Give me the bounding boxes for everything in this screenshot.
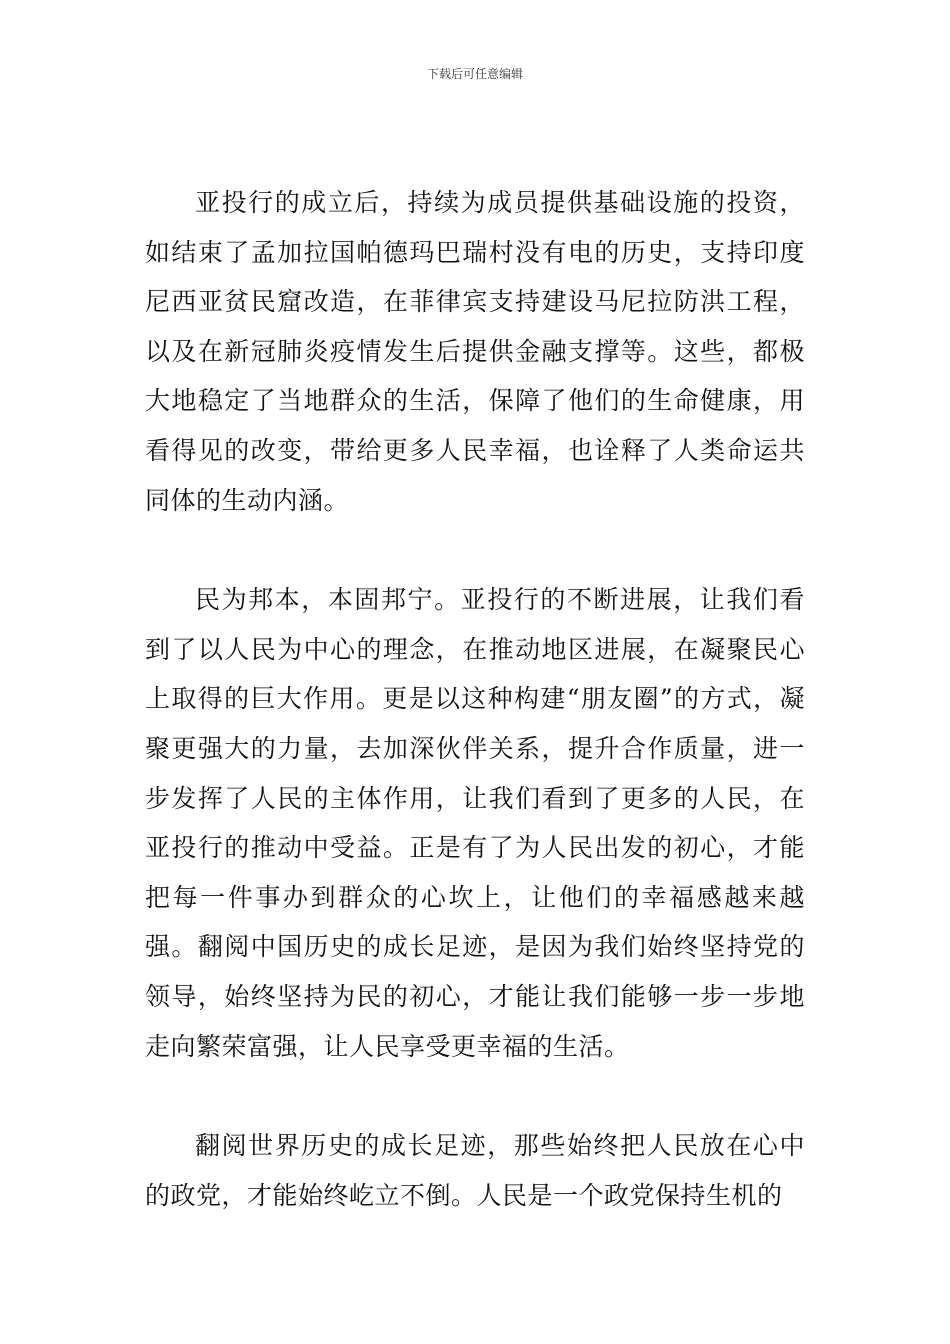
paragraph-3: 翻阅世界历史的成长足迹，那些始终把人民放在心中的政党，才能始终屹立不倒。人民是一个政党保持生机的 xyxy=(145,1131,805,1210)
paragraph-2: 民为邦本，本固邦宁。亚投行的不断进展，让我们看到了以人民为中心的理念，在推动地区进展，在凝聚民心上取得的巨大作用。更是以这种构建“朋友圈”的方式，凝聚更强大的力量，去加深伙伴关系，提升合作质量，进一步发挥了人民的主体作用，让我们看到了更多的人民，在亚投行的推动中受益。正是有了为人民出发的初心，才能把每一件事办到群众的心坎上，让他们的幸福感越来越强。翻阅中国历史的成长足迹，是因为我们始终坚持党的领导，始终坚持为民的初心，才能让我们能够一步一步地走向繁荣富强，让人民享受更幸福的生活。 xyxy=(145,585,805,1061)
document-body xyxy=(145,178,805,1270)
download-note: 下载后可任意编辑 xyxy=(426,67,523,81)
paragraph-1: 亚投行的成立后，持续为成员提供基础设施的投资，如结束了孟加拉国帕德玛巴瑞村没有电的历史，支持印度尼西亚贫民窟改造，在菲律宾支持建设马尼拉防洪工程，以及在新冠肺炎疫情发生后提供金融支撑等。这些，都极大地稳定了当地群众的生活，保障了他们的生命健康，用看得见的改变，带给更多人民幸福，也诠释了人类命运共同体的生动内涵。 xyxy=(145,188,805,515)
